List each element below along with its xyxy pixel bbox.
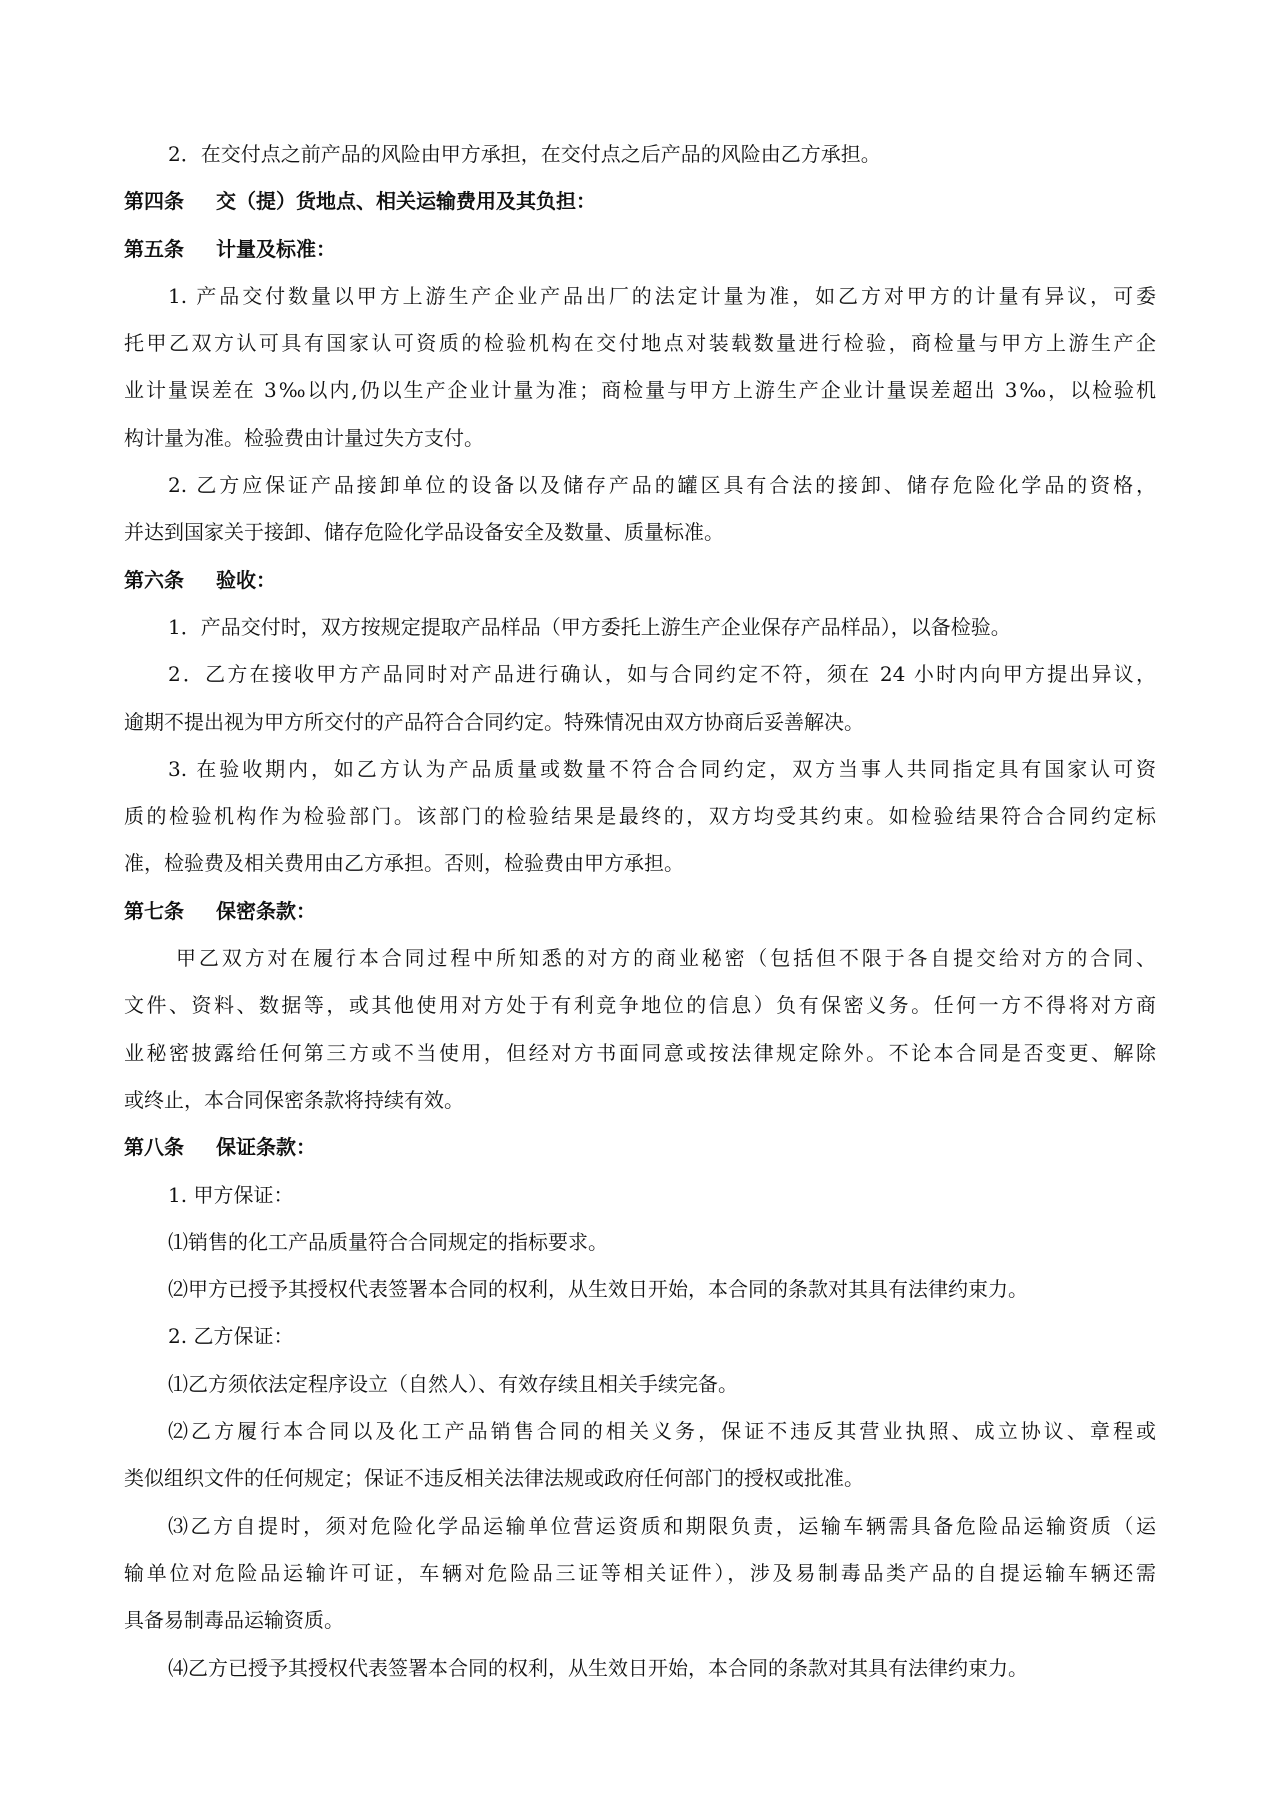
- article-title: 交（提）货地点、相关运输费用及其负担：: [216, 189, 596, 214]
- article-title: 计量及标准：: [216, 236, 336, 261]
- clause-8-2: 2. 乙方保证：: [168, 1324, 294, 1349]
- article-title: 保证条款：: [216, 1135, 316, 1160]
- article-number: 第五条: [124, 236, 184, 261]
- clause-8-2-2: [124, 1408, 1156, 1503]
- article-8-heading: [124, 1124, 1156, 1171]
- paragraph-line: 质的检验机构作为检验部门。该部门的检验结果是最终的，双方均受其约束。如检验结果符合合同约定标: [124, 804, 1156, 829]
- paragraph-line: 输单位对危险品运输许可证，车辆对危险品三证等相关证件），涉及易制毒品类产品的自提运输车辆还需: [124, 1560, 1156, 1585]
- paragraph-line: ⑵乙方履行本合同以及化工产品销售合同的相关义务，保证不违反其营业执照、成立协议、章程或: [168, 1419, 1156, 1444]
- clause-8-1: 1. 甲方保证：: [168, 1182, 294, 1207]
- article-7-heading: [124, 888, 1156, 935]
- paragraph-line: 构计量为准。检验费由计量过失方支付。: [124, 425, 484, 450]
- clause-5-2: [124, 462, 1156, 557]
- article-number: 第八条: [124, 1135, 184, 1160]
- paragraph-line: 逾期不提出视为甲方所交付的产品符合合同约定。特殊情况由双方协商后妥善解决。: [124, 709, 864, 734]
- clause-8-1-2: ⑵甲方已授予其授权代表签署本合同的权利，从生效日开始，本合同的条款对其具有法律约束力。: [168, 1277, 1028, 1302]
- article-number: 第七条: [124, 898, 184, 923]
- paragraph-line: 1. 产品交付数量以甲方上游生产企业产品出厂的法定计量为准，如乙方对甲方的计量有异议，可委: [168, 283, 1156, 308]
- article-title: 保密条款：: [216, 898, 316, 923]
- clause-8-1-1: ⑴销售的化工产品质量符合合同规定的指标要求。: [168, 1229, 608, 1254]
- paragraph-line: 业秘密披露给任何第三方或不当使用，但经对方书面同意或按法律规定除外。不论本合同是否变更、解除: [124, 1040, 1156, 1065]
- paragraph-line: 类似组织文件的任何规定；保证不违反相关法律法规或政府任何部门的授权或批准。: [124, 1466, 864, 1491]
- paragraph-line: 文件、资料、数据等，或其他使用对方处于有利竞争地位的信息）负有保密义务。任何一方不得将对方商: [124, 993, 1156, 1018]
- article-4-heading: [124, 178, 1156, 225]
- article-5-heading: [124, 226, 1156, 273]
- paragraph-line: 准，检验费及相关费用由乙方承担。否则，检验费由甲方承担。: [124, 851, 684, 876]
- clause-7: [124, 935, 1156, 1124]
- clause-6-3: [124, 746, 1156, 888]
- clause-8-2-4: ⑷乙方已授予其授权代表签署本合同的权利，从生效日开始，本合同的条款对其具有法律约束力。: [168, 1655, 1028, 1680]
- paragraph-line: 并达到国家关于接卸、储存危险化学品设备安全及数量、质量标准。: [124, 520, 724, 545]
- clause-8-2-3: [124, 1503, 1156, 1645]
- clause-8-2-1: ⑴乙方须依法定程序设立（自然人）、有效存续且相关手续完备。: [168, 1371, 738, 1396]
- clause-6-2: [124, 651, 1156, 746]
- paragraph-line: 2．乙方在接收甲方产品同时对产品进行确认，如与合同约定不符，须在 24 小时内向甲方提出异议，: [168, 662, 1156, 687]
- clause-5-1: [124, 273, 1156, 462]
- paragraph-line: 3. 在验收期内，如乙方认为产品质量或数量不符合合同约定，双方当事人共同指定具有国家认可资: [168, 756, 1156, 781]
- contract-page: [124, 131, 1156, 1692]
- article-6-heading: [124, 557, 1156, 604]
- paragraph-line: 甲乙双方对在履行本合同过程中所知悉的对方的商业秘密（包括但不限于各自提交给对方的合同、: [176, 946, 1156, 971]
- article-title: 验收：: [216, 567, 276, 592]
- paragraph-line: ⑶乙方自提时，须对危险化学品运输单位营运资质和期限负责，运输车辆需具备危险品运输资质（运: [168, 1513, 1156, 1538]
- paragraph-line: 具备易制毒品运输资质。: [124, 1608, 344, 1633]
- article-number: 第六条: [124, 567, 184, 592]
- paragraph-line: 托甲乙双方认可具有国家认可资质的检验机构在交付地点对装载数量进行检验，商检量与甲方上游生产企: [124, 331, 1156, 356]
- paragraph-line: 业计量误差在 3‰以内,仍以生产企业计量为准；商检量与甲方上游生产企业计量误差超出 3‰，以检验机: [124, 378, 1156, 403]
- clause-6-1: 1．产品交付时，双方按规定提取产品样品（甲方委托上游生产企业保存产品样品），以备检验。: [168, 614, 1011, 639]
- paragraph-line: 2. 乙方应保证产品接卸单位的设备以及储存产品的罐区具有合法的接卸、储存危险化学品的资格，: [168, 473, 1156, 498]
- paragraph-line: 或终止，本合同保密条款将持续有效。: [124, 1087, 464, 1112]
- article-number: 第四条: [124, 189, 184, 214]
- clause-risk-transfer: 2．在交付点之前产品的风险由甲方承担，在交付点之后产品的风险由乙方承担。: [168, 142, 881, 166]
